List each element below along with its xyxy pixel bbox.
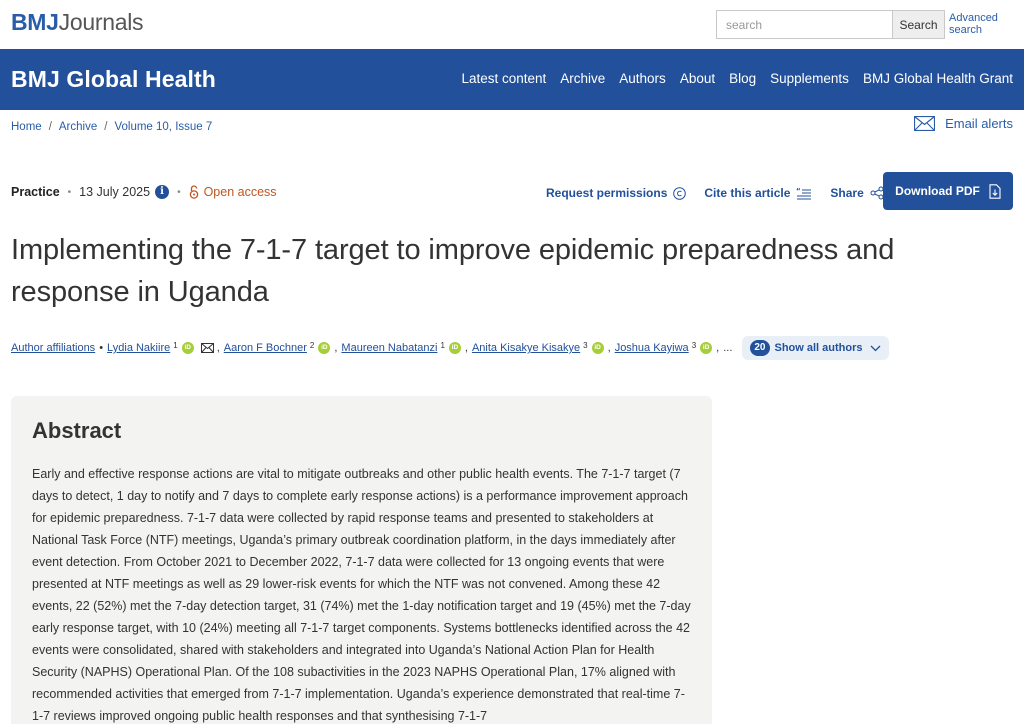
info-icon[interactable]: i <box>155 185 169 199</box>
request-permissions-label: Request permissions <box>546 186 668 200</box>
publication-date: 13 July 2025 <box>79 185 151 199</box>
advanced-search-link[interactable]: Advanced search <box>949 12 998 36</box>
download-pdf-label: Download PDF <box>895 184 980 198</box>
author-affiliation-number: 3 <box>691 340 697 350</box>
cite-article-label: Cite this article <box>704 186 791 200</box>
author-name[interactable]: Joshua Kayiwa <box>614 342 689 354</box>
author-name[interactable]: Lydia Nakiire <box>107 342 171 354</box>
author-affiliation-number: 1 <box>173 340 178 350</box>
nav-archive[interactable]: Archive <box>560 71 606 86</box>
author-ellipsis: ... <box>723 342 733 354</box>
share-button[interactable] <box>830 186 883 200</box>
abstract-heading: Abstract <box>32 418 122 443</box>
author-affiliations-link[interactable]: Author affiliations <box>11 342 96 354</box>
main-nav <box>447 71 1013 86</box>
breadcrumb <box>11 121 212 133</box>
chevron-down-icon <box>870 345 881 352</box>
nav-global-health-grant[interactable]: BMJ Global Health Grant <box>862 71 1013 86</box>
logo-journals: Journals <box>58 9 144 35</box>
author-list <box>11 336 889 360</box>
orcid-icon[interactable]: iD <box>318 342 330 354</box>
copyright-icon <box>673 187 686 200</box>
nav-authors[interactable]: Authors <box>619 71 666 86</box>
pdf-download-icon <box>989 184 1001 199</box>
author-comma: , <box>334 342 338 354</box>
author-comma: , <box>464 342 468 354</box>
article-title: Implementing the 7-1-7 target to improve epidemic preparedness and response in Uganda <box>11 234 895 308</box>
meta-separator: • <box>67 186 72 198</box>
search-input[interactable] <box>716 10 893 39</box>
author-name[interactable]: Anita Kisakye Kisakye <box>471 342 581 354</box>
author-comma: , <box>216 342 220 354</box>
email-author-icon[interactable] <box>201 343 214 353</box>
share-icon <box>870 186 884 200</box>
download-pdf-button[interactable] <box>883 172 1013 210</box>
orcid-icon[interactable]: iD <box>449 342 461 354</box>
envelope-icon <box>914 116 935 131</box>
author-comma: , <box>607 342 611 354</box>
nav-blog[interactable]: Blog <box>729 71 757 86</box>
article-meta <box>11 185 277 199</box>
abstract-text: Early and effective response actions are vital to mitigate outbreaks and other public health events. The 7-1-7 target (7 days to detect, 1 day to notify and 7 days to complete early response actions) is a performance improvement approach for epidemic preparedness. 7-1-7 data were collected by rapid response teams and presented to stakeholders at National Task Force (NTF) meetings, Uganda’s primary outbreak coordination platform, in the days immediately after event detection. From October 2021 to December 2022, 7-1-7 data were collected for 13 ongoing events that were presented at NTF meetings as well as 29 lower-risk events for which the NTF was not convened. Among these 42 events, 22 (52%) met the 7-day detection target, 31 (74%) met the 1-day notification target and 19 (45%) met the 7-day early response target, with 10 (24%) meeting all 7-1-7 target components. Systems bottlenecks identified across the 42 events were consolidated, shared with stakeholders and integrated into Uganda’s National Action Plan for Health Security (NAPHS) Operational Plan. Of the 108 subactivities in the 2023 NAPHS Operational Plan, 17% aligned with recommended activities that emerged from 7-1-7 implementation. Uganda’s experience demonstrated that real-time 7-1-7 reviews improved ongoing public health responses and that synthesising 7-1-7 <box>32 467 691 723</box>
email-alerts-link[interactable] <box>914 116 1013 131</box>
author-affiliation-number: 2 <box>309 340 315 350</box>
top-bar <box>0 0 1024 49</box>
breadcrumb-archive[interactable]: Archive <box>58 121 98 133</box>
author-affiliation-number: 3 <box>583 340 588 350</box>
breadcrumb-issue[interactable]: Volume 10, Issue 7 <box>114 121 213 133</box>
nav-about[interactable]: About <box>679 71 716 86</box>
nav-latest-content[interactable]: Latest content <box>461 71 547 86</box>
orcid-icon[interactable]: iD <box>700 342 712 354</box>
article-type: Practice <box>11 185 60 199</box>
author-name[interactable]: Aaron F Bochner <box>223 342 307 354</box>
show-all-authors-label: Show all authors <box>774 342 863 354</box>
logo-bmj: BMJ <box>11 9 59 35</box>
email-alerts-label: Email alerts <box>945 116 1013 131</box>
svg-text:“: “ <box>796 186 802 195</box>
open-access-badge <box>189 185 277 199</box>
breadcrumb-separator: / <box>48 121 52 133</box>
cite-article-button[interactable] <box>704 186 812 200</box>
nav-supplements[interactable]: Supplements <box>770 71 849 86</box>
article-actions <box>546 186 902 200</box>
author-comma: , <box>716 342 720 354</box>
author-name[interactable]: Maureen Nabatanzi <box>341 342 438 354</box>
breadcrumb-separator: / <box>104 121 108 133</box>
share-label: Share <box>830 186 864 200</box>
author-count-badge: 20 <box>750 340 769 356</box>
meta-separator: • <box>177 186 181 198</box>
show-all-authors-button[interactable] <box>742 336 888 360</box>
breadcrumb-home[interactable]: Home <box>11 121 42 133</box>
author-separator: • <box>99 342 104 354</box>
orcid-icon[interactable]: iD <box>182 342 194 354</box>
search-button[interactable]: Search <box>892 10 945 39</box>
open-lock-icon <box>189 185 199 199</box>
author-affiliation-number: 1 <box>440 340 445 350</box>
open-access-label: Open access <box>203 185 277 199</box>
bmj-journals-logo[interactable] <box>11 9 143 36</box>
orcid-icon[interactable]: iD <box>592 342 604 354</box>
quote-list-icon <box>796 187 812 200</box>
abstract-panel <box>11 396 712 724</box>
journal-title[interactable]: BMJ Global Health <box>11 66 216 92</box>
request-permissions-button[interactable] <box>546 186 686 200</box>
journal-nav-band <box>0 49 1024 110</box>
